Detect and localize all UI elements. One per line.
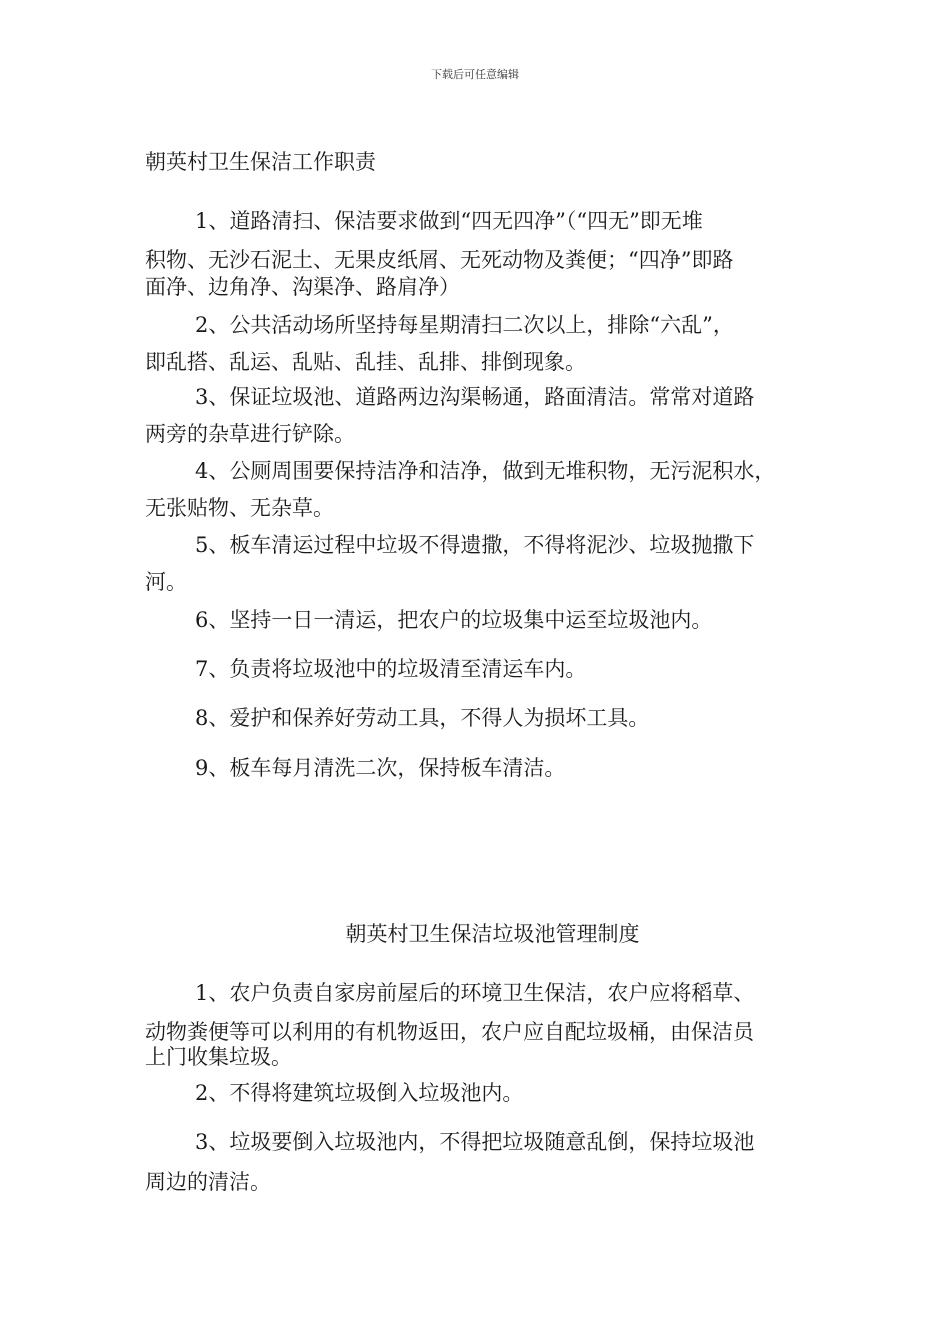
item-line: 8、爱护和保养好劳动工具，不得人为损坏工具。 [195,706,650,730]
item-line: 5、板车清运过程中垃圾不得遗撒，不得将泥沙、垃圾抛撒下 [195,533,755,557]
item-line: 积物、无沙石泥土、无果皮纸屑、无死动物及粪便；“四净”即路 [145,248,734,272]
item-line: 3、保证垃圾池、道路两边沟渠畅通，路面清洁。常常对道路 [195,385,755,409]
item-line: 1、道路清扫、保洁要求做到“四无四净”（“四无”即无堆 [195,209,703,233]
item-line: 动物粪便等可以利用的有机物返田，农户应自配垃圾桶，由保洁员 [145,1020,754,1044]
item-line: 9、板车每月清洗二次，保持板车清洁。 [195,756,566,780]
item-line: 1、农户负责自家房前屋后的环境卫生保洁，农户应将稻草、 [195,981,755,1005]
item-line: 2、公共活动场所坚持每星期清扫二次以上，排除“六乱”， [195,313,734,337]
page-header: 下载后可任意编辑 [431,68,519,81]
item-line: 4、公厕周围要保持洁净和洁净，做到无堆积物，无污泥积水， [195,459,776,483]
item-line: 周边的清洁。 [145,1170,271,1194]
section1-title: 朝英村卫生保洁工作职责 [145,150,376,174]
section2-title: 朝英村卫生保洁垃圾池管理制度 [345,922,640,946]
item-line: 面净、边角净、沟渠净、路肩净） [145,275,460,299]
item-line: 两旁的杂草进行铲除。 [145,422,355,446]
item-line: 上门收集垃圾。 [145,1045,292,1069]
item-line: 2、不得将建筑垃圾倒入垃圾池内。 [195,1081,524,1105]
item-line: 河。 [145,570,187,594]
item-line: 无张贴物、无杂草。 [145,496,334,520]
item-line: 6、坚持一日一清运，把农户的垃圾集中运至垃圾池内。 [195,608,713,632]
item-line: 7、负责将垃圾池中的垃圾清至清运车内。 [195,657,587,681]
item-line: 3、垃圾要倒入垃圾池内，不得把垃圾随意乱倒，保持垃圾池 [195,1130,755,1154]
item-line: 即乱搭、乱运、乱贴、乱挂、乱排、排倒现象。 [145,350,586,374]
